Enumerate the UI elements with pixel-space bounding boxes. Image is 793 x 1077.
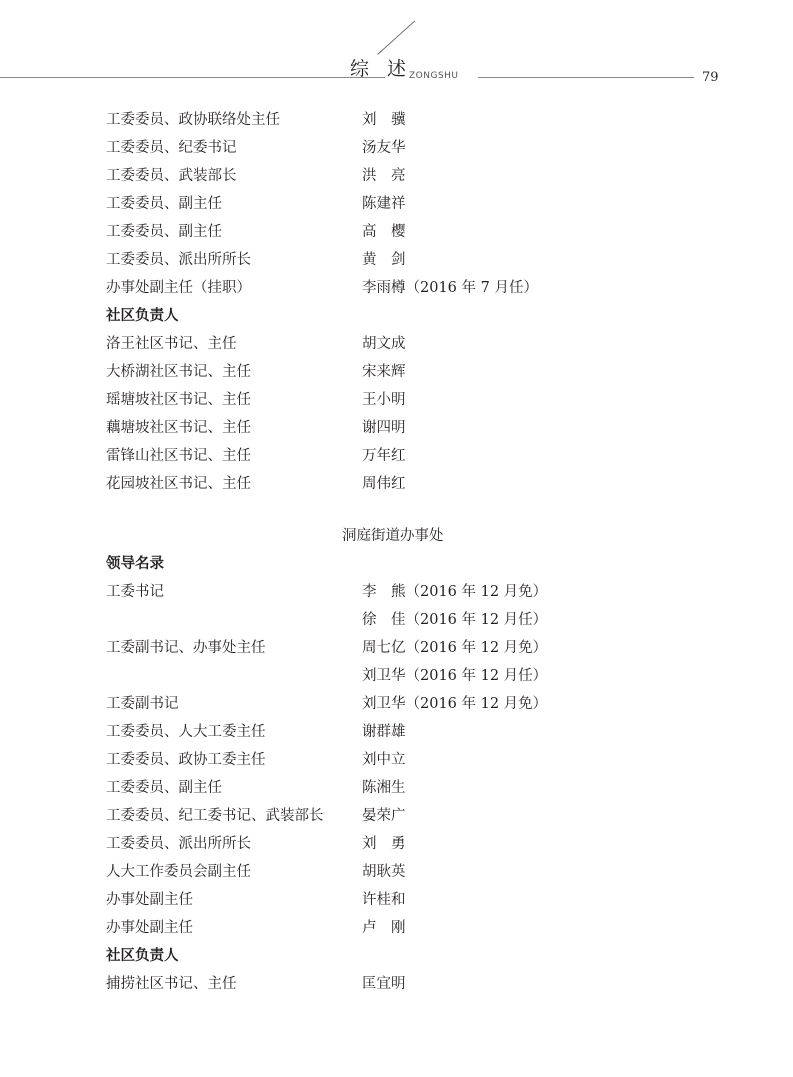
person-name: 李雨樽（2016 年 7 月任）	[362, 280, 538, 296]
section-subtitle: ZONGSHU	[409, 71, 459, 81]
header-slash	[377, 21, 415, 55]
position: 工委委员、政协工委主任	[106, 752, 266, 768]
roster-row	[106, 274, 726, 302]
position: 捕捞社区书记、主任	[106, 976, 237, 992]
position: 工委委员、政协联络处主任	[106, 112, 280, 128]
position: 瑶塘坡社区书记、主任	[106, 392, 251, 408]
roster-row	[106, 106, 726, 134]
position: 花园坡社区书记、主任	[106, 476, 251, 492]
person-name: 刘 骥	[362, 112, 406, 128]
position: 洛王社区书记、主任	[106, 336, 237, 352]
roster-row	[106, 386, 726, 414]
roster-row	[106, 578, 726, 606]
position: 工委书记	[106, 584, 164, 600]
person-name: 宋来辉	[362, 364, 406, 380]
roster-row	[106, 746, 726, 774]
person-name: 晏荣广	[362, 808, 406, 824]
person-name: 王小明	[362, 392, 406, 408]
person-name: 周七亿（2016 年 12 月免）	[362, 640, 548, 656]
person-name: 陈建祥	[362, 196, 406, 212]
position: 工委副书记	[106, 696, 179, 712]
person-name: 汤友华	[362, 140, 406, 156]
person-name: 洪 亮	[362, 168, 406, 184]
position: 工委委员、派出所所长	[106, 836, 251, 852]
roster-row	[106, 606, 726, 634]
community-heading: 社区负责人	[106, 308, 179, 324]
position: 工委委员、纪委书记	[106, 140, 237, 156]
position	[106, 662, 362, 690]
section-gap	[106, 498, 726, 522]
person-name: 周伟红	[362, 476, 406, 492]
position: 办事处副主任	[106, 892, 193, 908]
roster-row	[106, 662, 726, 690]
person-name: 徐 佳（2016 年 12 月任）	[362, 612, 548, 628]
roster-row	[106, 886, 726, 914]
position: 工委副书记、办事处主任	[106, 640, 266, 656]
position: 大桥湖社区书记、主任	[106, 364, 251, 380]
roster-row	[106, 802, 726, 830]
header-rule-right	[478, 77, 694, 78]
person-name: 谢群雄	[362, 724, 406, 740]
roster-row	[106, 914, 726, 942]
person-name: 匡宜明	[362, 976, 406, 992]
block2-rows	[106, 578, 726, 942]
roster-row	[106, 690, 726, 718]
position: 办事处副主任（挂职）	[106, 280, 251, 296]
roster-row	[106, 162, 726, 190]
roster-row	[106, 134, 726, 162]
roster-row	[106, 470, 726, 498]
person-name: 陈湘生	[362, 780, 406, 796]
header-rule-left	[0, 77, 385, 78]
roster-row	[106, 358, 726, 386]
person-name: 刘 勇	[362, 836, 406, 852]
page-header	[0, 0, 793, 100]
community-heading: 社区负责人	[106, 948, 179, 964]
position: 藕塘坡社区书记、主任	[106, 420, 251, 436]
position: 雷锋山社区书记、主任	[106, 448, 251, 464]
office-title: 洞庭街道办事处	[342, 528, 444, 544]
roster-row	[106, 774, 726, 802]
person-name: 谢四明	[362, 420, 406, 436]
section-title: 综 述	[350, 58, 413, 80]
person-name: 万年红	[362, 448, 406, 464]
roster-row	[106, 218, 726, 246]
roster-row	[106, 970, 726, 998]
roster-row	[106, 634, 726, 662]
position	[106, 606, 362, 634]
roster-content	[106, 106, 726, 998]
roster-row	[106, 718, 726, 746]
person-name: 卢 刚	[362, 920, 406, 936]
roster-row	[106, 414, 726, 442]
position: 工委委员、人大工委主任	[106, 724, 266, 740]
position: 办事处副主任	[106, 920, 193, 936]
person-name: 许桂和	[362, 892, 406, 908]
position: 工委委员、副主任	[106, 780, 222, 796]
block2-community-rows	[106, 970, 726, 998]
roster-row	[106, 246, 726, 274]
person-name: 高 樱	[362, 224, 406, 240]
person-name: 刘中立	[362, 752, 406, 768]
page-number: 79	[702, 70, 719, 85]
roster-row	[106, 190, 726, 218]
position: 人大工作委员会副主任	[106, 864, 251, 880]
roster-row	[106, 330, 726, 358]
person-name: 刘卫华（2016 年 12 月免）	[362, 696, 548, 712]
position: 工委委员、副主任	[106, 224, 222, 240]
person-name: 刘卫华（2016 年 12 月任）	[362, 668, 548, 684]
person-name: 胡文成	[362, 336, 406, 352]
block1-rows	[106, 106, 726, 302]
person-name: 黄 剑	[362, 252, 406, 268]
position: 工委委员、武装部长	[106, 168, 237, 184]
leaders-heading: 领导名录	[106, 556, 164, 572]
roster-row	[106, 830, 726, 858]
position: 工委委员、副主任	[106, 196, 222, 212]
roster-row	[106, 858, 726, 886]
person-name: 胡耿英	[362, 864, 406, 880]
person-name: 李 熊（2016 年 12 月免）	[362, 584, 548, 600]
block1-community-rows	[106, 330, 726, 498]
roster-row	[106, 442, 726, 470]
position: 工委委员、派出所所长	[106, 252, 251, 268]
position: 工委委员、纪工委书记、武装部长	[106, 808, 324, 824]
